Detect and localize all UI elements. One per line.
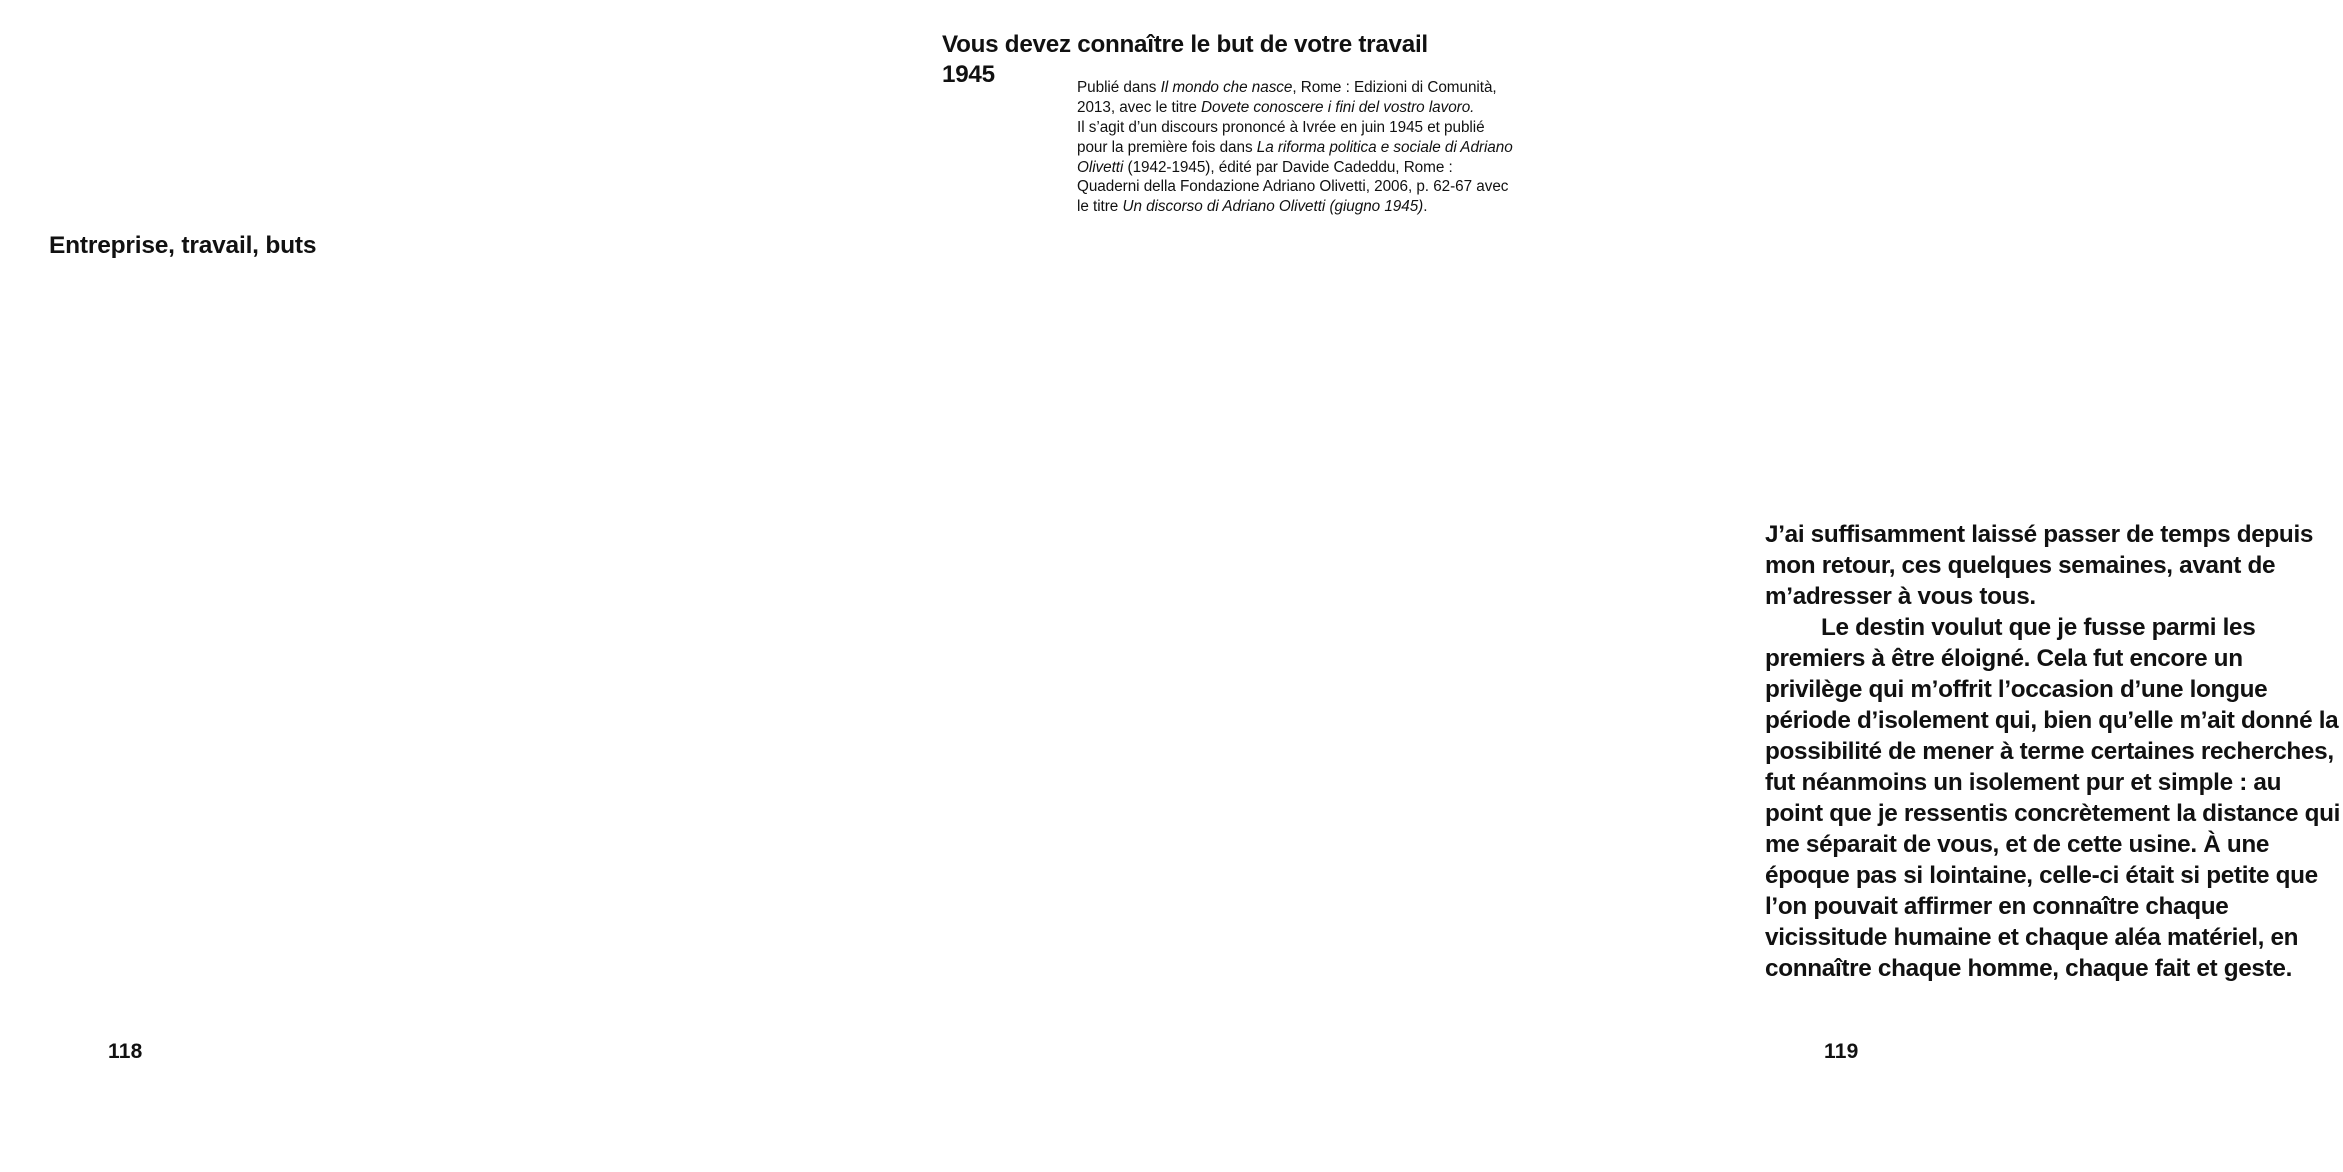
page-number-left: 118 (108, 1040, 143, 1063)
body-paragraph: Le destin voulut que je fusse parmi les premiers à être éloigné. Cela fut encore un privilège qui m’offrit l’occasion d’une longue période d’isolement qui, bien qu’elle m’ait donné la possibilité de mener à terme certaines recherches, fut néanmoins un isolement pur et simple : au point que je ressentis concrètement la distance qui me séparait de vous, et de cette usine. À une époque pas si lointaine, celle-ci était si petite que l’on pouvait affirmer en connaître chaque vicissitude humaine et chaque aléa matériel, en connaître chaque homme, chaque fait et geste. (1765, 613, 2341, 982)
body-text-column (1765, 520, 2343, 985)
source-note (1077, 78, 1517, 217)
chapter-year: 1945 (942, 61, 995, 89)
page-number-right: 119 (1824, 1040, 1859, 1063)
section-title: Entreprise, travail, buts (49, 232, 317, 259)
chapter-title: Vous devez connaître le but de votre travail (942, 31, 1428, 58)
right-page (822, 0, 2341, 1172)
left-page (0, 0, 822, 1172)
body-paragraph: J’ai suffisamment laissé passer de temps depuis mon retour, ces quelques semaines, avant de m’adresser à vous tous. (1765, 521, 2314, 610)
source-note-text: Publié dans Il mondo che nasce, Rome : Edizioni di Comunità, 2013, avec le titre Dovete conoscere i fini del vostro lavoro. Il s’agit d’un discours prononcé à Ivrée en juin 1945 et publié pour la première fois dans La riforma politica e sociale di Adriano Olivetti (1942-1945), édité par Davide Cadeddu, Rome : Quaderni della Fondazione Adriano Olivetti, 2006, p. 62-67 avec le titre Un discorso di Adriano Olivetti (giugno 1945). (1077, 79, 1513, 216)
